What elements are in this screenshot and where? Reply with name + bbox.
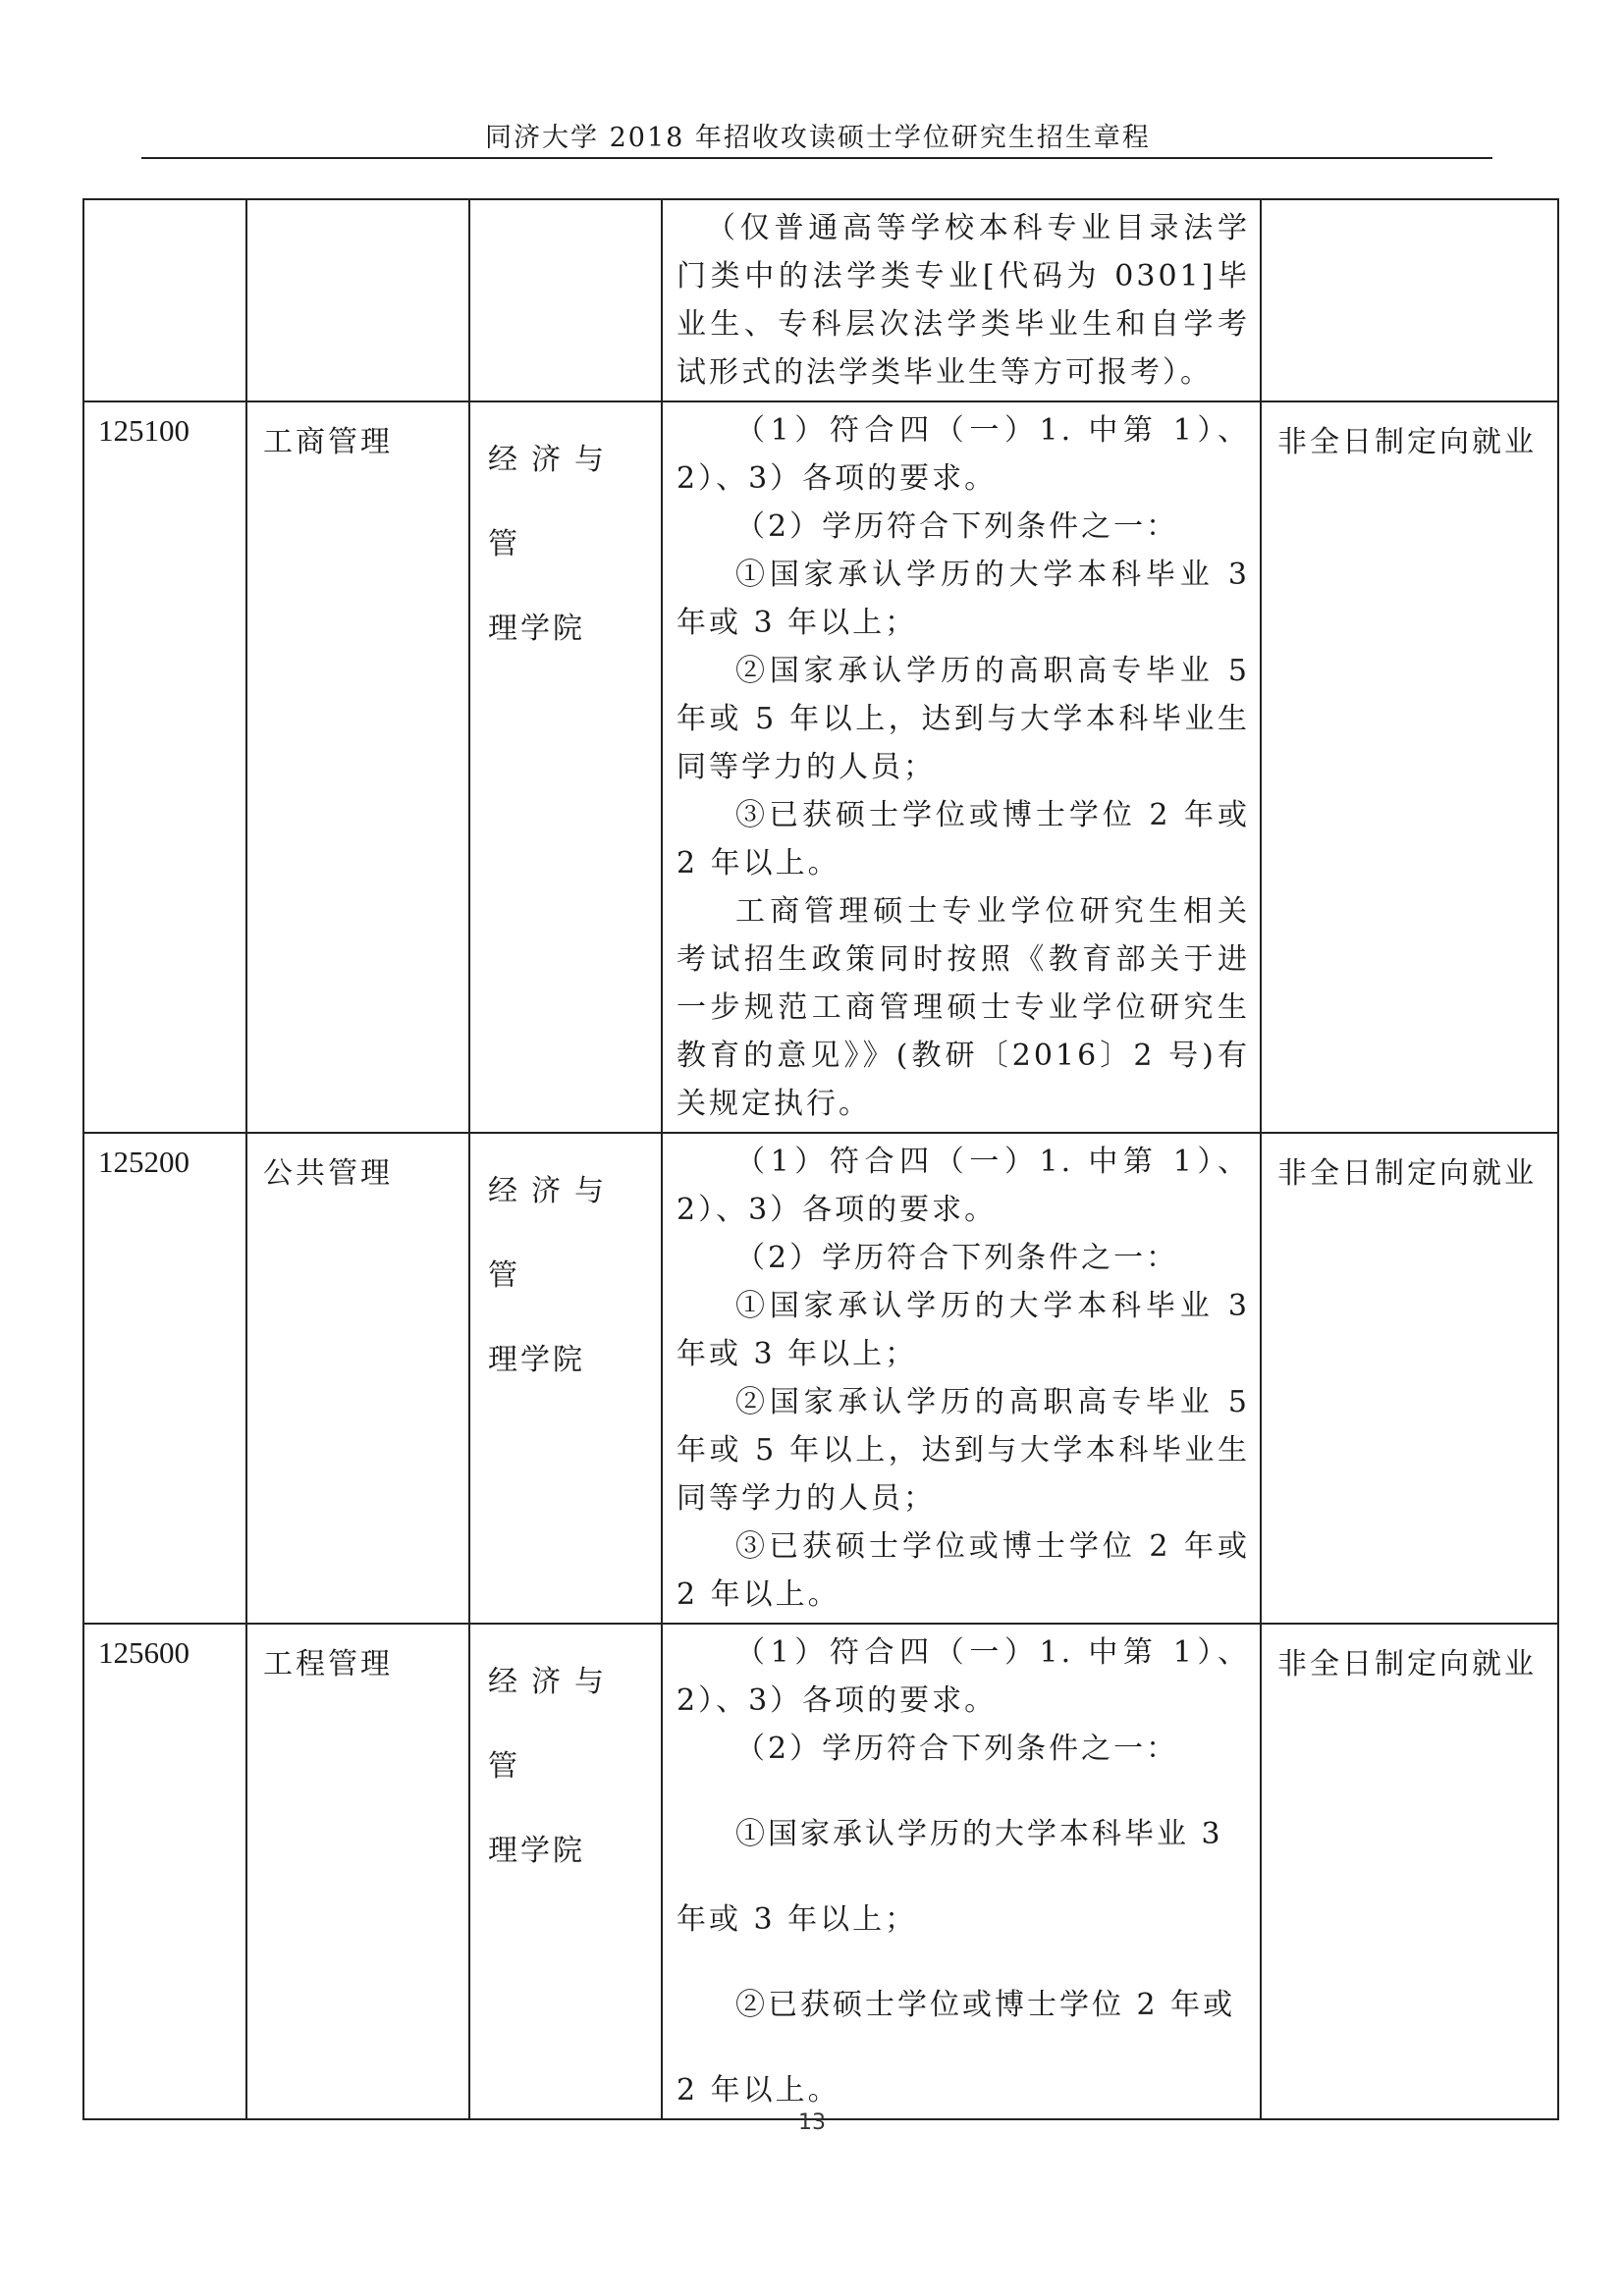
requirement-line: ③已获硕士学位或博士学位 2 年或 2 年以上。 bbox=[677, 1529, 1250, 1612]
table-row bbox=[83, 1624, 1558, 2119]
school-cell bbox=[469, 401, 662, 1133]
requirements-cell bbox=[662, 401, 1261, 1133]
school-cell bbox=[469, 199, 662, 401]
major-name-cell: 工商管理 bbox=[246, 401, 469, 1133]
code-cell: 125600 bbox=[83, 1624, 246, 2119]
requirement-line: ②国家承认学历的高职高专毕业 5 年或 5 年以上，达到与大学本科毕业生同等学力的人员； bbox=[677, 1385, 1250, 1516]
requirement-line: 2 年以上。 bbox=[677, 2073, 840, 2108]
page-header-title: 同济大学 2018 年招收攻读硕士学位研究生招生章程 bbox=[485, 123, 1151, 153]
school-name-line: 理学院 bbox=[488, 612, 585, 646]
requirements-cell bbox=[662, 1624, 1261, 2119]
major-name-cell bbox=[246, 199, 469, 401]
requirement-line: （1）符合四（一）1. 中第 1）、2）、3）各项的要求。 bbox=[677, 1145, 1250, 1227]
requirement-line: （1）符合四（一）1. 中第 1）、2）、3）各项的要求。 bbox=[677, 1635, 1250, 1718]
requirement-line: （2）学历符合下列条件之一： bbox=[735, 1241, 1179, 1275]
requirement-line: ①国家承认学历的大学本科毕业 3 年或 3 年以上； bbox=[677, 558, 1250, 640]
major-name-cell: 公共管理 bbox=[246, 1133, 469, 1624]
requirements-cell bbox=[662, 199, 1261, 401]
requirement-line: ②国家承认学历的高职高专毕业 5 年或 5 年以上，达到与大学本科毕业生同等学力的人员； bbox=[677, 654, 1250, 784]
code-cell: 125200 bbox=[83, 1133, 246, 1624]
school-cell bbox=[469, 1624, 662, 2119]
requirement-line: 工商管理硕士专业学位研究生相关考试招生政策同时按照《教育部关于进一步规范工商管理硕士专业学位研究生教育的意见》》(教研〔2016〕2 号)有关规定执行。 bbox=[677, 894, 1250, 1121]
requirement-line: （仅普通高等学校本科专业目录法学门类中的法学类专业[代码为 0301]毕业生、专科层次法学类毕业生和自学考试形式的法学类毕业生等方可报考）。 bbox=[677, 211, 1250, 390]
major-name-cell: 工程管理 bbox=[246, 1624, 469, 2119]
school-name-line: 经济与管 bbox=[488, 1665, 618, 1784]
requirement-line: （2）学历符合下列条件之一： bbox=[735, 1732, 1179, 1766]
requirement-line: ②已获硕士学位或博士学位 2 年或 bbox=[735, 1988, 1236, 2022]
requirement-line: ①国家承认学历的大学本科毕业 3 bbox=[735, 1817, 1223, 1851]
admissions-table bbox=[82, 198, 1559, 2120]
requirement-line: ③已获硕士学位或博士学位 2 年或 2 年以上。 bbox=[677, 798, 1250, 881]
table-row bbox=[83, 401, 1558, 1133]
school-name-line: 理学院 bbox=[488, 1343, 585, 1377]
study-mode-cell: 非全日制定向就业 bbox=[1261, 1624, 1558, 2119]
requirement-line: （2）学历符合下列条件之一： bbox=[735, 509, 1179, 544]
study-mode-cell bbox=[1261, 199, 1558, 401]
page-number: 13 bbox=[798, 2110, 826, 2135]
study-mode-cell: 非全日制定向就业 bbox=[1261, 1133, 1558, 1624]
requirements-cell bbox=[662, 1133, 1261, 1624]
requirement-line: ①国家承认学历的大学本科毕业 3 年或 3 年以上； bbox=[677, 1289, 1250, 1371]
header-rule bbox=[141, 157, 1492, 159]
requirement-line: 年或 3 年以上； bbox=[677, 1902, 918, 1937]
code-cell: 125100 bbox=[83, 401, 246, 1133]
code-cell bbox=[83, 199, 246, 401]
school-name-line: 经济与管 bbox=[488, 1174, 618, 1293]
table-row bbox=[83, 1133, 1558, 1624]
school-name-line: 经济与管 bbox=[488, 443, 618, 561]
table-row bbox=[83, 199, 1558, 401]
requirement-line: （1）符合四（一）1. 中第 1）、2）、3）各项的要求。 bbox=[677, 413, 1250, 496]
school-cell bbox=[469, 1133, 662, 1624]
school-name-line: 理学院 bbox=[488, 1834, 585, 1868]
study-mode-cell: 非全日制定向就业 bbox=[1261, 401, 1558, 1133]
